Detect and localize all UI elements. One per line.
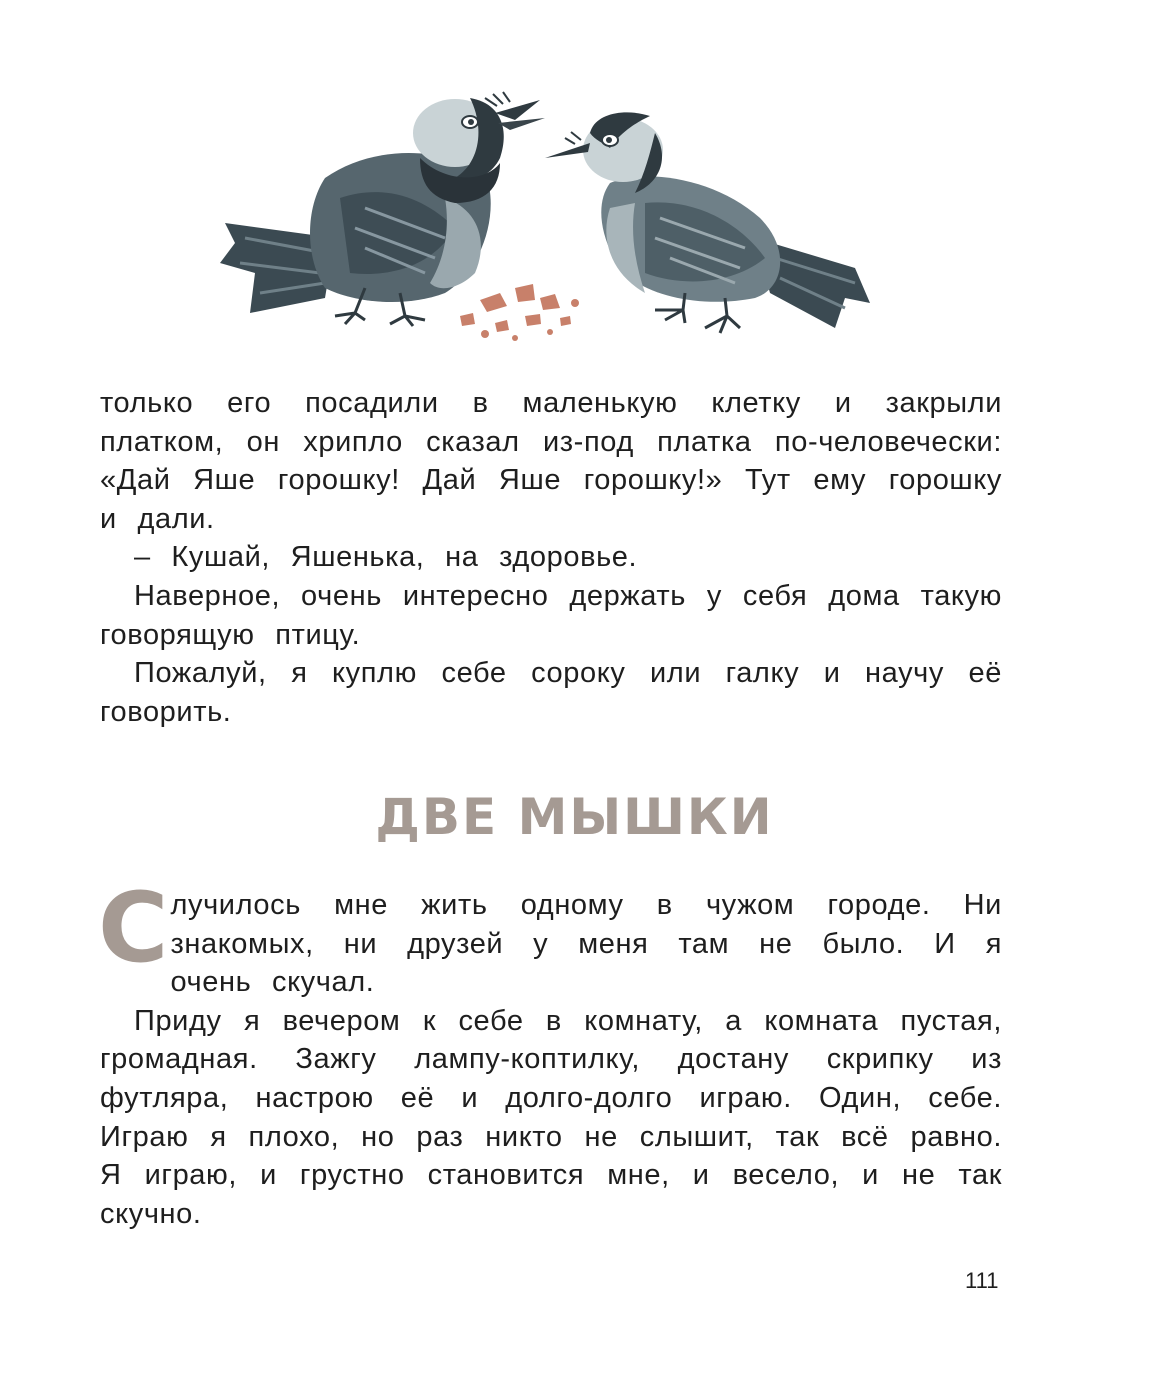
paragraph-first xyxy=(98,872,1002,1002)
story-text xyxy=(98,872,1002,1233)
paragraph-continuation: только его посадили в маленькую клетку и закрыли платком, он хрипло сказал из-под платка по-человечески: «Дай Яше горошку! Дай Яше горошку!» Тут ему горошку и дали. xyxy=(100,387,1002,535)
paragraph-dialogue: – Кушай, Яшенька, на здоровье. xyxy=(134,541,638,574)
continued-story-text xyxy=(100,384,1002,731)
right-bird xyxy=(545,112,870,333)
paragraph: Наверное, очень интересно держать у себя дома такую говорящую птицу. xyxy=(100,579,1002,651)
paragraph: Приду я вечером к себе в комнату, а комната пустая, громадная. Зажгу лампу-коптилку, достану скрипку из футляра, настрою её и долго-долго играю. Один, себе. Играю я плохо, но раз никто не слышит, так всё равно. Я играю, и грустно становится мне, и весело, и не так скучно. xyxy=(100,1004,1002,1230)
story-title: ДВЕ МЫШКИ xyxy=(375,788,774,846)
first-paragraph-text: лучилось мне жить одному в чужом городе. Ни знакомых, ни друзей у меня там не было. И я очень скучал. xyxy=(170,889,1002,999)
drop-cap-letter: С xyxy=(98,872,169,984)
bread-crumbs xyxy=(460,284,579,341)
two-jackdaws-illustration xyxy=(215,88,895,368)
left-bird xyxy=(220,92,545,326)
page-number: 111 xyxy=(965,1268,999,1293)
paragraph: Пожалуй, я куплю себе сороку или галку и научу её говорить. xyxy=(100,657,1002,728)
